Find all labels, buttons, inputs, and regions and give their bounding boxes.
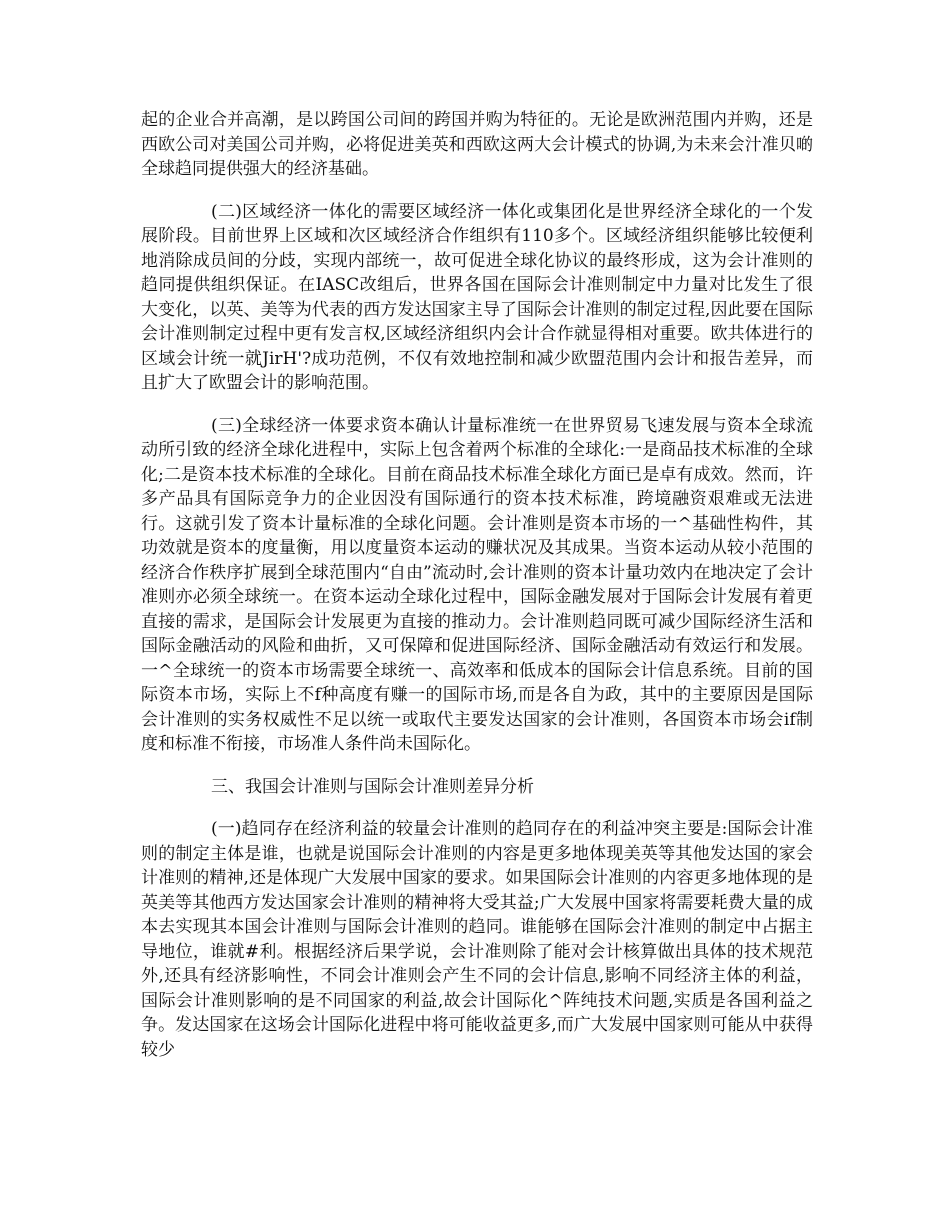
paragraph-2: (二)区域经济一体化的需要区域经济一体化或集团化是世界经济全球化的一个发展阶段。目前世界上区域和次区域经济合作组织有110多个。区域经济组织能够比较便利地消除成员间的分歧，实现内部统一，故可促进全球化协议的最终形成，这为会计准则的趋同提供组织保证。在IASC改组后，世界各国在国际会计准则制定中力量对比发生了很大变化，以英、美等为代表的西方发达国家主导了国际会计准则的制定过程,因此要在国际会计准则制定过程中更有发言权,区域经济组织内会计合作就显得相对重要。欧共体进行的区域会计统一就JirH'?成功范例，不仅有效地控制和减少欧盟范围内会计和报告差异，而且扩大了欧盟会计的影响范围。 xyxy=(141,201,813,393)
section-heading: 三、我国会计准则与国际会计准则差异分析 xyxy=(211,776,534,797)
paragraph-gap xyxy=(141,182,813,200)
paragraph-1: 起的企业合并高潮，是以跨国公司间的跨国并购为特征的。无论是欧洲范围内并购，还是西欧公司对美国公司并购，必将促进美英和西欧这两大会计模式的协调,为未来会汁准贝啲全球趋同提供强大的经济基础。 xyxy=(141,110,813,179)
paragraph-gap xyxy=(141,396,813,414)
paragraph-gap xyxy=(141,757,813,775)
paragraph-4: (一)趋同存在经济利益的较量会计准则的趋同存在的利益冲突主要是:国际会计准则的制定主体是谁，也就是说国际会计准则的内容是更多地体现美英等其他发达国的家会计准则的精神,还是体现广大发展中国家的要求。如果国际会计准则的内容更多地体现的是英美等其他西方发达国家会计准则的精神将大受其益;广大发展中国家将需要耗费大量的成本去实现其本国会计准则与国际会计准则的趋同。谁能够在国际会汁准则的制定中占据主导地位，谁就#利。根据经济后果学说，会计准则除了能对会计核算做出具体的技术规范外,还具有经济影响性，不同会计准则会产生不同的会计信息,影响不同经济主体的利益，国际会计准则影响的是不同国家的利益,故会计国际化^阵纯技术问题,实质是各国利益之争。发达国家在这场会计国际化进程中将可能收益更多,而广大发展中国家则可能从中获得较少 xyxy=(141,819,813,1060)
document-body xyxy=(141,108,813,1062)
paragraph-gap xyxy=(141,799,813,817)
paragraph-3: (三)全球经济一体要求资本确认计量标准统一在世界贸易飞速发展与资本全球流动所引致的经济全球化进程中，实际上包含着两个标准的全球化:一是商品技术标准的全球化;二是资本技术标准的全球化。目前在商品技术标准全球化方面已是卓有成效。然而，许多产品具有国际竞争力的企业因没有国际通行的资本技术标准，跨境融资艰难或无法进行。这就引发了资本计量标准的全球化问题。会计准则是资本市场的一^基础性构件，其功效就是资本的度量衡，用以度量资本运动的赚状况及其成果。当资本运动从较小范围的经济合作秩序扩展到全球范围内“自由”流动时,会计准则的资本计量功效内在地决定了会计准则亦必须全球统一。在资本运动全球化过程中，国际金融发展对于国际会计发展有着更直接的需求，是国际会计发展更为直接的推动力。会计准则趋同既可减少国际经济生活和国际金融活动的风险和曲折，又可保障和促进国际经济、国际金融活动有效运行和发展。一^全球统一的资本市场需要全球统一、高效率和低成本的国际会计信息系统。目前的国际资本市场，实际上不f种高度有赚一的国际市场,而是各自为政，其中的主要原因是国际会计准则的实务权威性不足以统一或取代主要发达国家的会计准则，各国资本市场会if制度和标准不衔接，市场准人条件尚未国际化。 xyxy=(141,415,813,754)
